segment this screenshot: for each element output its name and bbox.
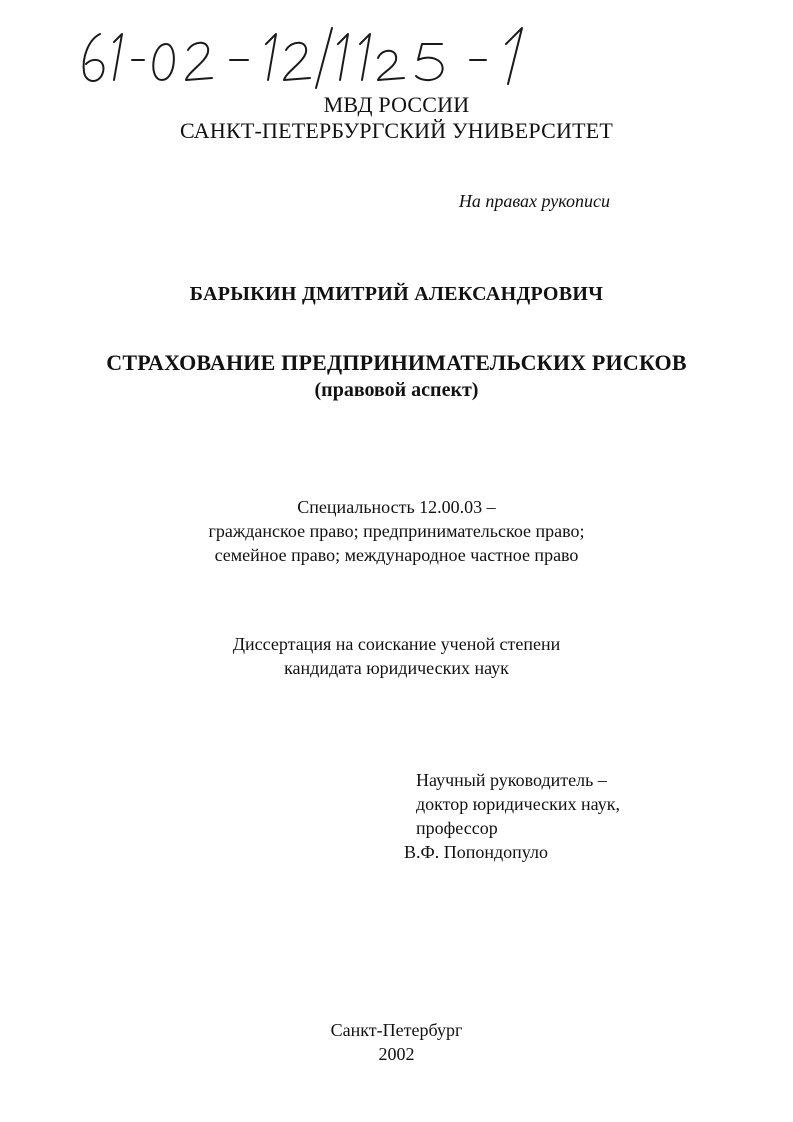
specialty-block: [0, 495, 793, 567]
handwritten-catalog-number: [70, 14, 630, 94]
author-name: БАРЫКИН ДМИТРИЙ АЛЕКСАНДРОВИЧ: [189, 283, 604, 305]
university-name: САНКТ-ПЕТЕРБУРГСКИЙ УНИВЕРСИТЕТ: [180, 118, 613, 143]
supervisor-degree: доктор юридических наук,: [416, 794, 620, 814]
dissertation-title: СТРАХОВАНИЕ ПРЕДПРИНИМАТЕЛЬСКИХ РИСКОВ: [106, 350, 687, 375]
handwritten-catalog-number-drawing: [70, 14, 630, 94]
ministry-name: МВД РОССИИ: [323, 92, 470, 117]
supervisor-block: [404, 768, 620, 864]
specialty-description-line: гражданское право; предпринимательское право;: [208, 521, 585, 541]
supervisor-role: Научный руководитель –: [416, 770, 607, 790]
degree-line: Диссертация на соискание ученой степени: [232, 634, 561, 654]
dissertation-subtitle: (правовой аспект): [314, 379, 479, 401]
supervisor-title: профессор: [416, 818, 498, 838]
dissertation-degree-block: [0, 632, 793, 680]
supervisor-name: В.Ф. Попондопуло: [404, 842, 548, 862]
degree-line: кандидата юридических наук: [284, 658, 509, 678]
specialty-code: Специальность 12.00.03 –: [297, 497, 496, 517]
manuscript-rights-note: На правах рукописи: [458, 191, 610, 211]
city: Санкт-Петербург: [330, 1020, 463, 1040]
place-and-year: [0, 1018, 793, 1066]
year: 2002: [378, 1044, 415, 1064]
specialty-description-line: семейное право; международное частное право: [214, 545, 579, 565]
